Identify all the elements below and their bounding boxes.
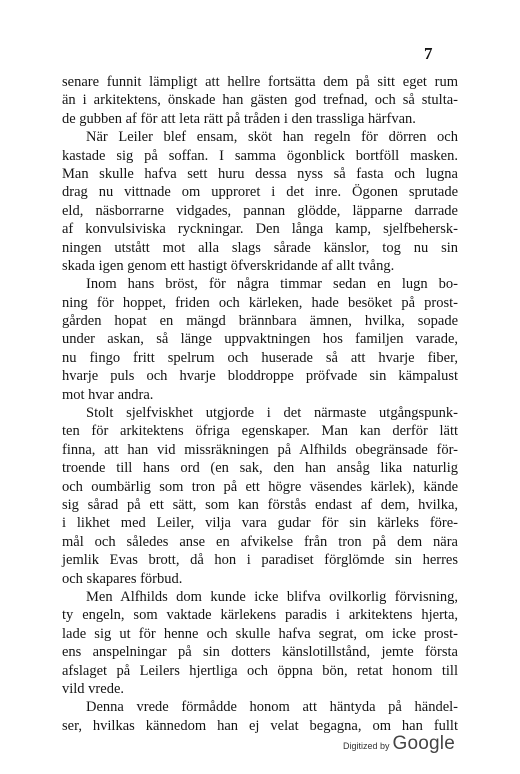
text-line: under askan, så länge uppvaktningen hos familjen varade, [62,331,458,348]
text-line: än i arkitektens, önskade han gästen god trefnad, och så stulta- [62,92,458,109]
text-line: finna, att han vid missräkningen på Alfhilds obegränsade för- [62,441,458,458]
text-line: hvarje puls och hvarje bloddroppe pröfvade sin kämpalust [62,368,458,385]
text-line: troende till hans ord (en sak, den han ansåg lika naturlig [62,460,458,477]
text-line: mot hvar andra. [62,386,154,403]
text-line: eld, näsborrarne vidgades, pannan glödde, läpparne darrade [62,202,458,219]
text-line: senare funnit lämpligt att hellre fortsätta dem på sitt eget rum [62,74,458,90]
text-line: Men Alfhilds dom kunde icke blifva ovilkorlig förvisning, [86,588,458,605]
text-line: lade sig ut för henne och skulle hafva segrat, om icke prost- [62,625,458,642]
text-line: Inom hans bröst, för några timmar sedan en lugn bo- [86,276,458,293]
page-number: 7 [424,44,433,63]
text-line: gården hopat en mängd brännbara ämnen, hvilka, sopade [62,313,458,330]
google-logo: Google [392,733,455,754]
text-line: jemlik Evas brott, då hon i paradiset förglömde sin herres [62,552,458,569]
text-line: drag nu vittnade om upproret i det inre. Ögonen sprutade [62,184,458,201]
text-line: de gubben af för att leta rätt på tråden i den trassliga härfvan. [62,110,416,127]
text-line: nu fingo fritt spelrum och huserade så att hvarje fiber, [62,349,458,366]
text-line: Denna vrede förmådde honom att häntyda på händel- [86,699,458,716]
digitized-by-label: Digitized by [343,741,390,751]
body-text [62,73,458,735]
text-line: sig sårad på ett sätt, som kan förstås endast af dem, hvilka, [62,496,458,513]
text-line: ten för arkitektens öfriga egenskaper. Man kan derför lätt [62,423,458,440]
text-line: och skapares förbud. [62,570,183,587]
text-line: Man skulle hafva sett huru dessa nyss så fasta och lugna [62,165,458,182]
text-line: mål och således anse en afvikelse från tron på dem nära [62,533,458,550]
text-line: kastade sig på soffan. I samma ögonblick bortföll masken. [62,147,458,164]
text-line: ens anspelningar på sin dotters känslotillstånd, jemte första [62,644,458,661]
text-line: i likhet med Leiler, vilja vara gudar för sin kärleks före- [62,515,458,532]
text-line: ty engeln, som vaktade kärlekens paradis i arkitektens hjerta, [62,607,458,624]
text-line: När Leiler blef ensam, sköt han regeln för dörren och [86,129,458,146]
text-line: Stolt sjelfviskhet utgjorde i det närmaste utgångspunk- [86,405,458,422]
text-line: vild vrede. [62,680,125,697]
text-line: afslaget på Leilers hjertliga och öppna bön, retat honom till [62,662,458,679]
text-line: och oumbärlig som tron på ett högre väsendes kärlek), kände [62,478,458,495]
text-line: ning för hoppet, friden och kärleken, hade besöket på prost- [62,294,458,311]
text-line: ser, hvilkas kännedom han ej velat begagna, om han fullt [62,717,458,734]
text-line: skada igen genom ett hastigt öfverskridande af allt tvång. [62,257,395,274]
digitization-footer [343,733,455,755]
text-line: ningen utstått mot alla slags sårade känslor, tog nu sin [62,239,458,256]
text-line: af konvulsiviska ryckningar. Den långa kamp, sjelfbehersk- [62,221,458,238]
